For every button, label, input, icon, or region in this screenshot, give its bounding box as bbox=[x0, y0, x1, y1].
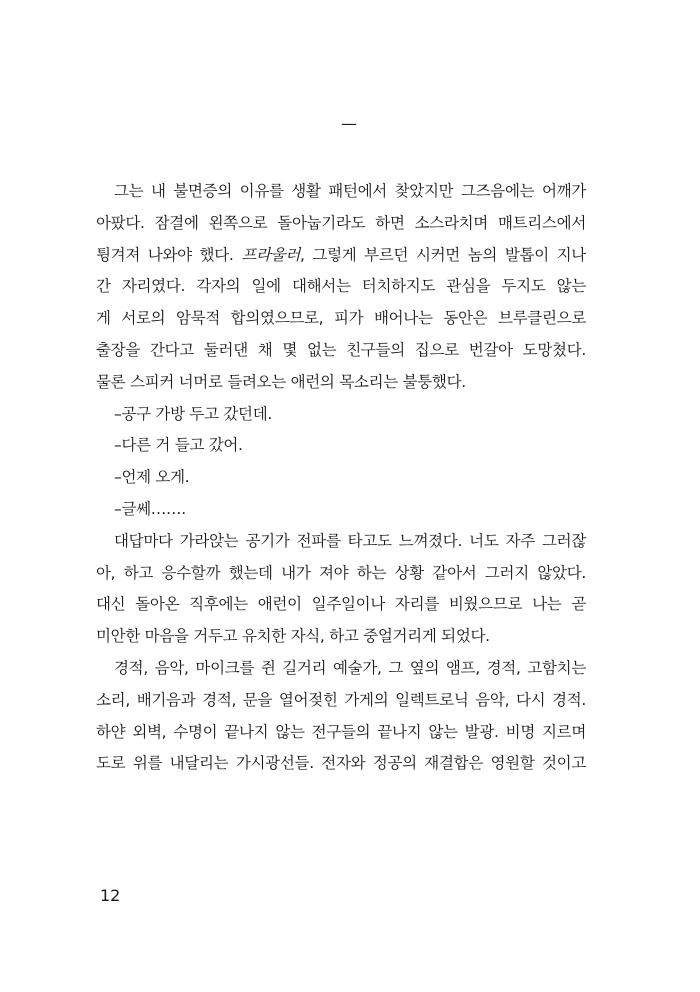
text-line: 하얀 외벽, 수명이 끝나지 않는 전구들의 끝나지 않는 발광. 비명 지르며 bbox=[96, 722, 586, 741]
text-line: 도로 위를 내달리는 가시광선들. 전자와 정공의 재결합은 영원할 것이고 bbox=[96, 754, 586, 773]
text-line: 물론 스피커 너머로 들려오는 애런의 목소리는 불퉁했다. bbox=[96, 372, 466, 391]
text-line: 그는 내 불면증의 이유를 생활 패턴에서 찾았지만 그즈음에는 어깨가 bbox=[114, 182, 586, 200]
text-line: 아, 하고 응수할까 했는데 내가 져야 하는 상황 같아서 그러지 않았다. bbox=[96, 563, 586, 582]
text-line: 대신 돌아온 직후에는 애런이 일주일이나 자리를 비웠으므로 나는 곧 bbox=[96, 595, 586, 614]
text-line: 출장을 간다고 둘러댄 채 몇 없는 친구들의 집으로 번갈아 도망쳤다. bbox=[96, 340, 586, 359]
page-number: 12 bbox=[100, 886, 121, 905]
dialogue-line: –언제 오게. bbox=[114, 468, 190, 487]
dialogue-line: –다른 거 들고 갔어. bbox=[114, 436, 243, 455]
dialogue-line: –공구 가방 두고 갔던데. bbox=[114, 404, 273, 423]
text-fragment: , 그렇게 부르던 시커먼 놈의 발톱이 지나 bbox=[300, 245, 586, 264]
body-text bbox=[96, 176, 586, 780]
text-line: 간 자리였다. 각자의 일에 대해서는 터치하지도 관심을 두지도 않는 bbox=[96, 277, 586, 296]
text-line-mixed bbox=[96, 240, 586, 272]
section-mark: — bbox=[341, 114, 357, 133]
text-line: 미안한 마음을 거두고 유치한 자식, 하고 중얼거리게 되었다. bbox=[96, 627, 490, 646]
emphasized-word: 프라울러 bbox=[241, 245, 301, 264]
text-fragment: 튕겨져 나와야 했다. bbox=[96, 245, 234, 264]
text-line: 아팠다. 잠결에 왼쪽으로 돌아눕기라도 하면 소스라치며 매트리스에서 bbox=[96, 213, 586, 232]
text-line: 게 서로의 암묵적 합의였으므로, 피가 배어나는 동안은 브루클린으로 bbox=[96, 309, 586, 328]
dialogue-line: –글쎄……. bbox=[114, 499, 186, 518]
text-line: 대답마다 가라앉는 공기가 전파를 타고도 느껴졌다. 너도 자주 그러잖 bbox=[114, 531, 586, 550]
text-line: 소리, 배기음과 경적, 문을 열어젖힌 가게의 일렉트로닉 음악, 다시 경적. bbox=[96, 690, 586, 709]
text-line: 경적, 음악, 마이크를 쥔 길거리 예술가, 그 옆의 앰프, 경적, 고함치는 bbox=[114, 658, 586, 677]
